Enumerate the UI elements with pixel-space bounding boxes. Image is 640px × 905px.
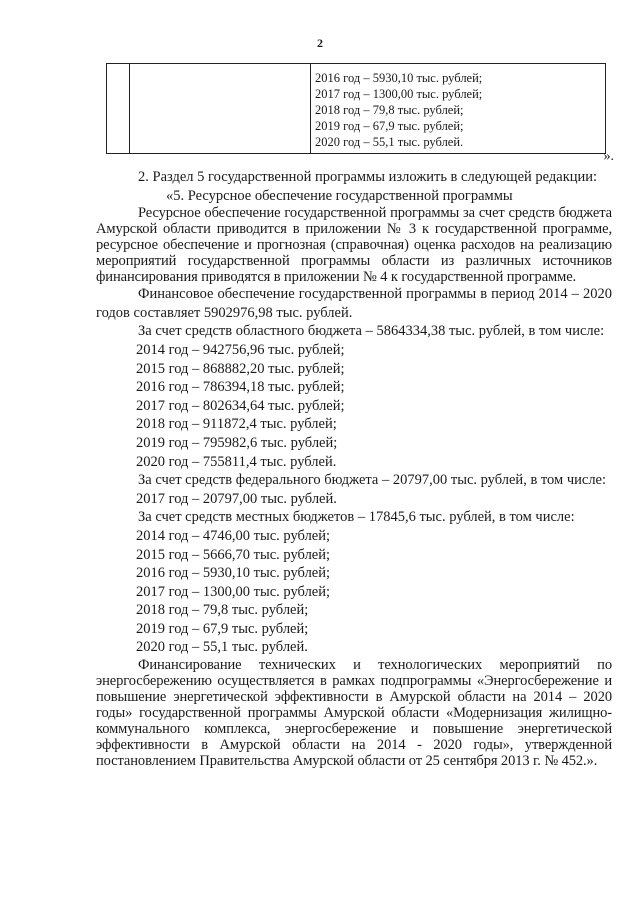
table-cell-empty-1 bbox=[107, 64, 130, 154]
regional-year-item: 2016 год – 786394,18 тыс. рублей; bbox=[136, 379, 345, 396]
local-year-item: 2020 год – 55,1 тыс. рублей. bbox=[136, 639, 308, 656]
section-heading: «5. Ресурсное обеспечение государственной программы bbox=[166, 187, 513, 204]
local-year-item: 2019 год – 67,9 тыс. рублей; bbox=[136, 620, 309, 637]
section-instruction: 2. Раздел 5 государственной программы изложить в следующей редакции: bbox=[138, 169, 598, 185]
funding-table-fragment bbox=[106, 63, 606, 154]
table-cell-empty-2 bbox=[130, 64, 311, 154]
local-year-item: 2014 год – 4746,00 тыс. рублей; bbox=[136, 527, 331, 544]
local-year-item: 2017 год – 1300,00 тыс. рублей; bbox=[136, 583, 331, 600]
local-year-item: 2018 год – 79,8 тыс. рублей; bbox=[136, 602, 309, 619]
paragraph-final: Финансирование технических и технологических мероприятий по энергосбережению осуществляется в рамках подпрограммы «Энергосбережение и повышение энергетической эффективности в Амурской области на 2014 – 2020 годы» государственной программы Амурской области «Модернизация жилищно-коммунального комплекса, энергосбережение и повышение энергетической эффективности в Амурской области на 2014 - 2020 годы», утвержденной постановлением Правительства Амурской области от 25 сентября 2013 г. № 452.». bbox=[96, 657, 612, 770]
document-body bbox=[96, 168, 612, 769]
table-line: 2018 год – 79,8 тыс. рублей; bbox=[315, 103, 464, 117]
regional-year-item: 2014 год – 942756,96 тыс. рублей; bbox=[136, 341, 345, 358]
regional-year-item: 2019 год – 795982,6 тыс. рублей; bbox=[136, 434, 338, 451]
regional-year-item: 2018 год – 911872,4 тыс. рублей; bbox=[136, 416, 337, 433]
federal-year-item: 2017 год – 20797,00 тыс. рублей. bbox=[136, 490, 337, 507]
regional-year-item: 2015 год – 868882,20 тыс. рублей; bbox=[136, 360, 345, 377]
table-line: 2017 год – 1300,00 тыс. рублей; bbox=[315, 87, 483, 101]
local-budget-intro: За счет средств местных бюджетов – 17845,6 тыс. рублей, в том числе: bbox=[138, 509, 575, 526]
table-line: 2020 год – 55,1 тыс. рублей. bbox=[315, 135, 464, 149]
table-line: 2019 год – 67,9 тыс. рублей; bbox=[315, 119, 464, 133]
regional-year-item: 2017 год – 802634,64 тыс. рублей; bbox=[136, 397, 345, 414]
table-cell-funding-years bbox=[311, 64, 606, 154]
paragraph-total: Финансовое обеспечение государственной программы в период 2014 – 2020 годов составляет 5902976,98 тыс. рублей. bbox=[96, 286, 612, 321]
table-line: 2016 год – 5930,10 тыс. рублей; bbox=[315, 71, 483, 85]
regional-year-item: 2020 год – 755811,4 тыс. рублей. bbox=[136, 453, 337, 470]
regional-budget-intro: За счет средств областного бюджета – 5864334,38 тыс. рублей, в том числе: bbox=[138, 323, 605, 340]
local-year-item: 2015 год – 5666,70 тыс. рублей; bbox=[136, 546, 331, 563]
paragraph-resource: Ресурсное обеспечение государственной программы за счет средств бюджета Амурской области приводится в приложении № 3 к государственной программе, ресурсное обеспечение и прогнозная (справочная) оценка расходов на реализацию мероприятий государственной программы области из различных источников финансирования приводятся в приложении № 4 к государственной программе. bbox=[96, 205, 612, 286]
page-number: 2 bbox=[317, 36, 323, 50]
federal-budget-intro: За счет средств федерального бюджета – 20797,00 тыс. рублей, в том числе: bbox=[138, 472, 607, 489]
local-year-item: 2016 год – 5930,10 тыс. рублей; bbox=[136, 565, 331, 582]
closing-quote: ». bbox=[603, 149, 614, 164]
